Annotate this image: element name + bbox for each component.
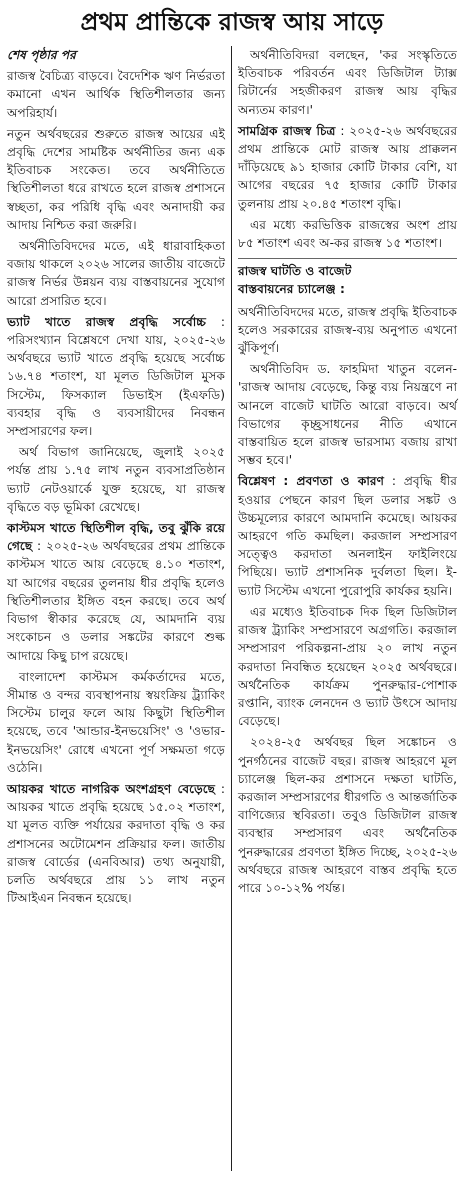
paragraph: এর মধ্যে করভিত্তিক রাজস্বের অংশ প্রায় ৮৫ শতাংশ এবং অ-কর রাজস্ব ১৫ শতাংশ। bbox=[238, 217, 457, 251]
subheading-line: রাজস্ব ঘাটতি ও বাজেট bbox=[238, 264, 352, 279]
paragraph: অর্থনীতিবিদদের মতে, এই ধারাবাহিকতা বজায় থাকলে ২০২৬ সালের জাতীয় বাজেটে রাজস্ব নির্ভর উন্নয়ন ব্যয় বাস্তবায়নের সুযোগ আরো প্রসারিত হবে। bbox=[7, 239, 225, 308]
paragraph-text: : পরিসংখ্যান বিশ্লেষণে দেখা যায়, ২০২৫-২৬ অর্থবছরে ভ্যাট খাতে প্রবৃদ্ধি হয়েছে সর্বোচ্চ ১৬.৭৪ শতাংশ, যা মূলত ডিজিটাল মুসক সিস্টেম, ফিসক্যাল ডিভাইস (ইএফডি) ব্যবহার বৃদ্ধি ও ব্যবসায়ীদের নিবন্ধন সম্প্রসারণের ফল। bbox=[7, 314, 225, 439]
subheading-customs: কাস্টমস খাতে স্থিতিশীল বৃদ্ধি, তবু ঝুঁকি রয়ে গেছে bbox=[7, 521, 225, 554]
paragraph: এর মধ্যেও ইতিবাচক দিক ছিল ডিজিটাল রাজস্ব ট্র্যাকিং সম্প্রসারণে অগ্রগতি। করজাল সম্প্রসারণ পরিকল্পনা-প্রায় ২০ লাখ নতুন করদাতা নিবন্ধিত হয়েছেন ২০২৫ অর্থবছরে। অর্থনৈতিক কার্যক্রম পুনরুদ্ধার-পোশাক রপ্তানি, ব্যাংক লেনদেন ও ভ্যাট উৎসে আদায় বেড়েছে। bbox=[238, 604, 457, 729]
left-column bbox=[5, 46, 232, 1171]
paragraph: রাজস্ব বৈচিত্র্য বাড়বে। বৈদেশিক ঋণ নির্ভরতা কমানো এখন আর্থিক স্থিতিশীলতার জন্য অপরিহার্য। bbox=[7, 69, 225, 120]
paragraph bbox=[7, 313, 225, 440]
subheading-line: বাস্তবায়নের চ্যালেঞ্জ : bbox=[238, 282, 345, 297]
subheading-overall-revenue: সামগ্রিক রাজস্ব চিত্র bbox=[238, 123, 336, 138]
paragraph bbox=[238, 472, 457, 599]
paragraph: ২০২৪-২৫ অর্থবছর ছিল সঙ্কোচন ও পুনর্গঠনের বাজেট বছর। রাজস্ব আহরণে মূল চ্যালেঞ্জ ছিল-কর প্রশাসনে দক্ষতা ঘাটতি, করজাল সম্প্রসারণের ধীরগতি ও আন্তর্জাতিক বাণিজ্যের স্থবিরতা। তবুও ডিজিটাল রাজস্ব ব্যবস্থার সম্প্রসারণ এবং অর্থনৈতিক পুনরুদ্ধারের প্রবণতা ইঙ্গিত দিচ্ছে, ২০২৫-২৬ অর্থবছরে রাজস্ব আহরণে বাস্তব প্রবৃদ্ধি হতে পারে ১০-১২% পর্যন্ত। bbox=[238, 735, 457, 895]
paragraph: অর্থনীতিবিদ ড. ফাহমিদা খাতুন বলেন- 'রাজস্ব আদায় বেড়েছে, কিন্তু ব্যয় নিয়ন্ত্রণে না আনলে বাজেট ঘাটতি আরো বাড়বে। অর্থ বিভাগের কৃচ্ছ্রসাধনের নীতি এখানে বাস্তবায়িত হলে রাজস্ব ভারসাম্য বজায় রাখা সম্ভব হবে।' bbox=[238, 362, 457, 468]
paragraph-text: : আয়কর খাতে প্রবৃদ্ধি হয়েছে ১৫.০২ শতাংশ, যা মূলত ব্যক্তি পর্যায়ের করদাতা বৃদ্ধি ও কর প্রশাসনের অটোমেশন প্রক্রিয়ার ফল। জাতীয় রাজস্ব বোর্ডের (এনবিআর) তথ্য অনুযায়ী, চলতি অর্থবছরে প্রায় ১১ লাখ নতুন টিআইএন নিবন্ধন হয়েছে। bbox=[7, 781, 226, 906]
subheading-deficit bbox=[238, 258, 457, 298]
paragraph-text: : প্রবৃদ্ধি ধীর হওয়ার পেছনে কারণ ছিল ডলার সঙ্কট ও উচ্চমূল্যের কারণে আমদানি কমেছে। আয়কর আহরণে গতি কমছিল। করজাল সম্প্রসারণ সত্ত্বেও করদাতা অনলাইন ফাইলিংয়ে পিছিয়ে। ভ্যাট প্রশাসনিক দুর্বলতা ছিল। ই-ভ্যাট সিস্টেম এখনো পুরোপুরি কার্যকর হয়নি। bbox=[238, 474, 458, 598]
right-column bbox=[232, 46, 459, 1171]
paragraph-text: : ২০২৫-২৬ অর্থবছরের প্রথম প্রান্তিকে কাস্টমস খাতে আয় বেড়েছে ৪.১০ শতাংশ, যা আগের বছরের তুলনায় ধীর প্রবৃদ্ধি হলেও স্থিতিশীলতার ইঙ্গিত বহন করছে। তবে অর্থ বিভাগ স্বীকার করেছে যে, আমদানি ব্যয় সংকোচন ও ডলার সঙ্কটের কারণে শুল্ক আদায়ে কিছু চাপ রয়েছে। bbox=[7, 539, 225, 663]
paragraph: নতুন অর্থবছরের শুরুতে রাজস্ব আয়ের এই প্রবৃদ্ধি দেশের সামষ্টিক অর্থনীতির জন্য এক ইতিবাচক সংকেত। তবে অর্থনীতিতে স্থিতিশীলতা ধরে রাখতে হলে রাজস্ব প্রশাসনে স্বচ্ছতা, কর পরিধি বৃদ্ধি এবং অনাদায়ী কর আদায় নিশ্চিত করা জরুরি। bbox=[7, 126, 225, 232]
subheading-analysis: বিশ্লেষণ : প্রবণতা ও কারণ bbox=[238, 474, 385, 489]
article-headline: প্রথম প্রান্তিকে রাজস্ব আয় সাড়ে bbox=[80, 8, 384, 36]
continued-label: শেষ পৃষ্ঠার পর bbox=[7, 48, 76, 62]
paragraph bbox=[7, 519, 225, 665]
paragraph: বাংলাদেশ কাস্টমস কর্মকর্তাদের মতে, সীমান্ত ও বন্দর ব্যবস্থাপনায় স্বয়ংক্রিয় ট্র্যাকিং সিস্টেম চালুর ফলে আয় কিছুটা স্থিতিশীল হয়েছে, তবে 'আন্ডার-ইনভয়েসিং' ও 'ওভার-ইনভয়েসিং' রোধে এখনো পূর্ণ সক্ষমতা গড়ে ওঠেনি। bbox=[7, 669, 225, 775]
article-columns bbox=[5, 46, 459, 1171]
subheading-income-tax: আয়কর খাতে নাগরিক অংশগ্রহণ বেড়েছে bbox=[7, 781, 216, 796]
paragraph bbox=[238, 122, 457, 213]
subheading-vat: ভ্যাট খাতে রাজস্ব প্রবৃদ্ধি সর্বোচ্চ bbox=[7, 314, 207, 329]
paragraph: অর্থনীতিবিদরা বলছেন, 'কর সংস্কৃতিতে ইতিবাচক পরিবর্তন এবং ডিজিটাল ট্যাক্স রিটার্নের সহজীকরণ রাজস্ব আয় বৃদ্ধির অন্যতম কারণ।' bbox=[238, 48, 457, 117]
paragraph: অর্থ বিভাগ জানিয়েছে, জুলাই ২০২৫ পর্যন্ত প্রায় ১.৭৫ লাখ নতুন ব্যবসাপ্রতিষ্ঠান ভ্যাট নেটওয়ার্কে যুক্ত হয়েছে, যা রাজস্ব বৃদ্ধিতে বড় ভূমিকা রেখেছে। bbox=[7, 445, 225, 514]
paragraph bbox=[7, 780, 225, 907]
paragraph: অর্থনীতিবিদদের মতে, রাজস্ব প্রবৃদ্ধি ইতিবাচক হলেও সরকারের রাজস্ব-ব্যয় অনুপাত এখনো ঝুঁকিপূর্ণ। bbox=[238, 304, 457, 356]
paragraph-text: : ২০২৫-২৬ অর্থবছরের প্রথম প্রান্তিকে মোট রাজস্ব আয় প্রাক্কলন দাঁড়িয়েছে ৯১ হাজার কোটি টাকার বেশি, যা আগের বছরের ৭৫ হাজার কোটি টাকার তুলনায় প্রায় ২০.৪৫ শতাংশ বৃদ্ধি। bbox=[238, 123, 458, 211]
